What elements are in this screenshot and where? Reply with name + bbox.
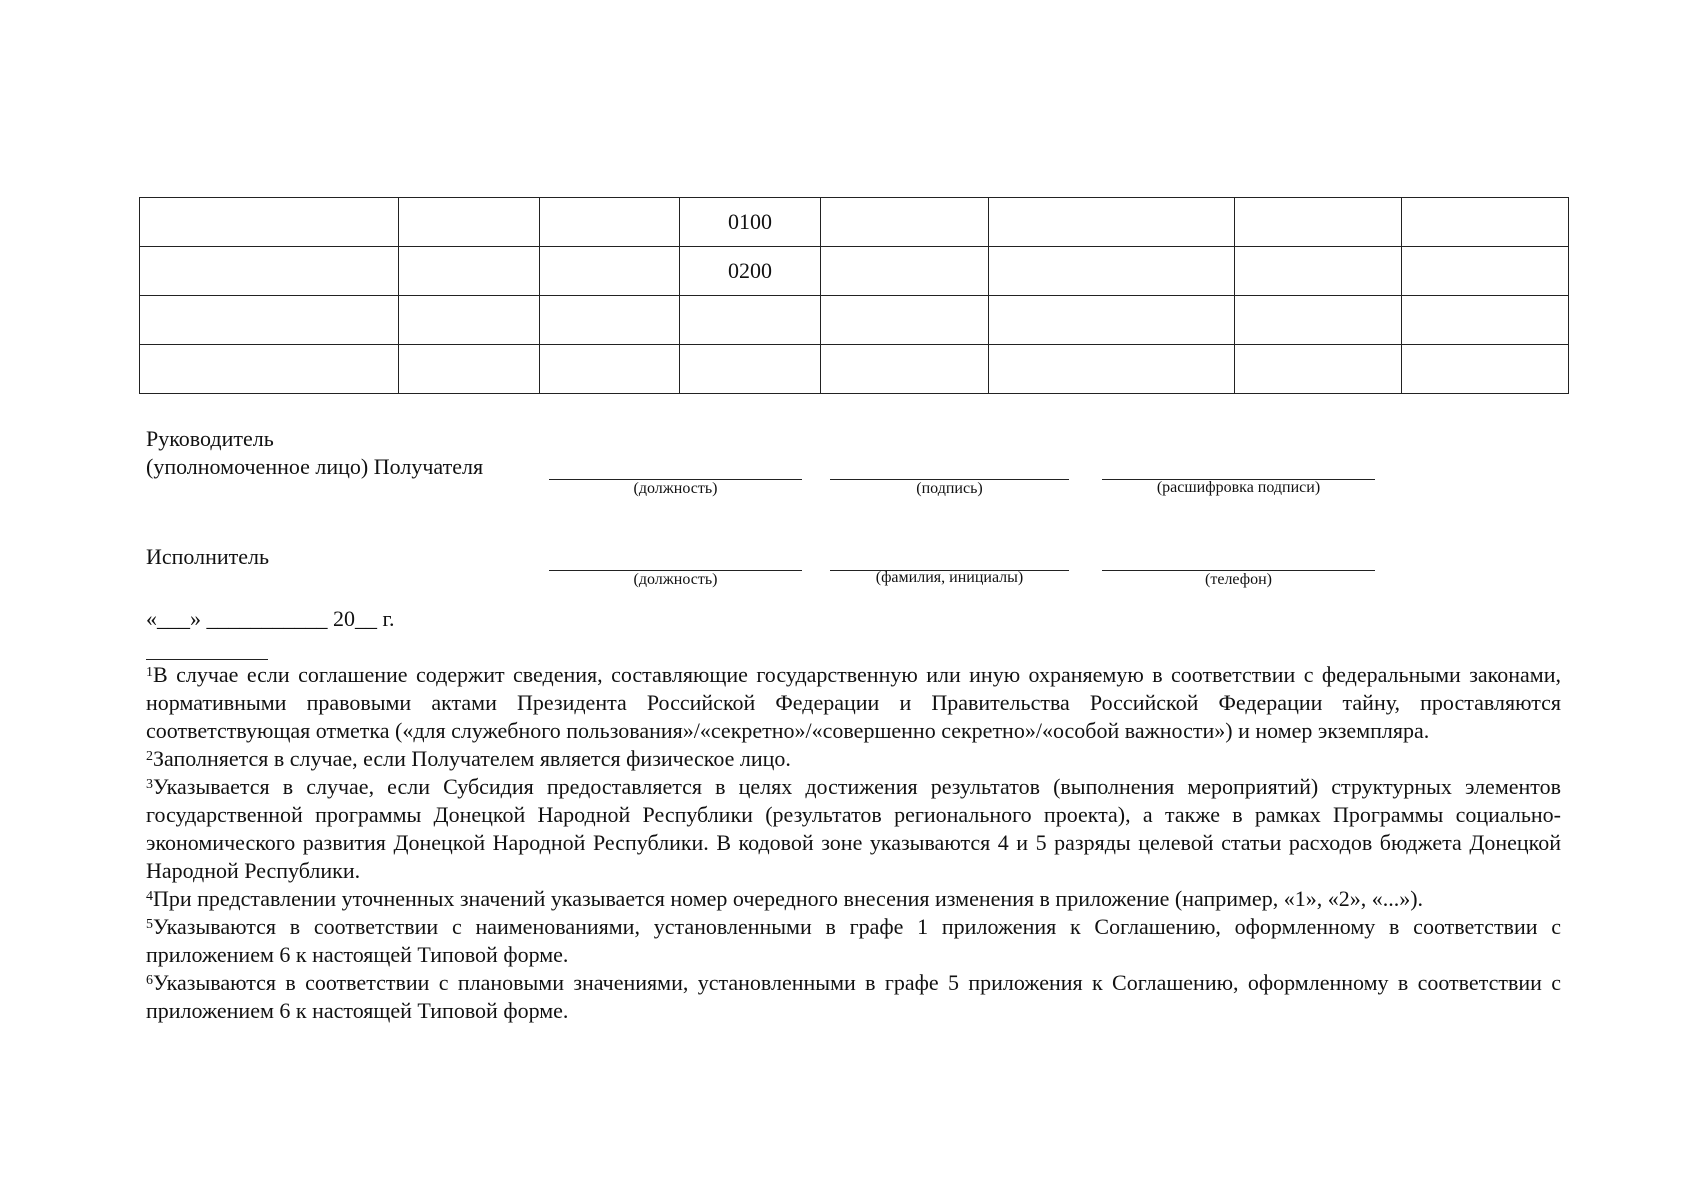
head-label-line1: Руководитель	[146, 426, 274, 451]
footnote-text: Заполняется в случае, если Получателем является физическое лицо.	[153, 746, 791, 771]
executor-label: Исполнитель	[146, 544, 270, 569]
table-cell	[399, 345, 540, 394]
date-line: «___» ___________ 20__ г.	[146, 606, 395, 631]
table-cell	[1235, 296, 1402, 345]
table-cell	[1402, 247, 1569, 296]
footnote-3	[146, 773, 1561, 885]
table-cell	[1235, 247, 1402, 296]
executor-position-caption: (должность)	[633, 571, 718, 588]
head-position-caption: (должность)	[633, 480, 718, 497]
head-name-caption: (расшифровка подписи)	[1156, 479, 1321, 496]
executor-phone-caption: (телефон)	[1205, 571, 1272, 588]
table-cell	[399, 247, 540, 296]
footnote-number: 1	[146, 664, 153, 680]
table-row	[140, 296, 1569, 345]
table-cell	[140, 296, 399, 345]
footnote-5	[146, 913, 1561, 969]
footnote-text: При представлении уточненных значений указывается номер очередного внесения изменения в приложение (например, «1», «2», «...»).	[153, 886, 1424, 911]
footnotes	[146, 661, 1561, 1025]
table-cell-code: 0200	[680, 247, 821, 296]
footnote-separator	[146, 659, 268, 660]
table-cell	[540, 198, 680, 247]
table-cell	[821, 198, 989, 247]
table-cell	[1235, 345, 1402, 394]
table-cell	[1402, 345, 1569, 394]
table-row	[140, 345, 1569, 394]
footnote-number: 3	[146, 776, 153, 792]
table-cell	[989, 247, 1235, 296]
footnote-number: 2	[146, 748, 153, 764]
table-cell	[140, 345, 399, 394]
table-cell	[540, 247, 680, 296]
table-cell	[399, 296, 540, 345]
head-label-line2: (уполномоченное лицо) Получателя	[146, 454, 484, 479]
footnote-2	[146, 745, 1561, 773]
table-cell	[1235, 198, 1402, 247]
table-cell	[989, 296, 1235, 345]
table-cell	[1402, 296, 1569, 345]
footnote-4	[146, 885, 1561, 913]
table-cell	[1402, 198, 1569, 247]
table-cell	[140, 198, 399, 247]
footnote-number: 4	[146, 888, 153, 904]
table-cell	[989, 345, 1235, 394]
table-row	[140, 247, 1569, 296]
table-cell	[989, 198, 1235, 247]
table-cell	[399, 198, 540, 247]
footnote-1	[146, 661, 1561, 745]
footnote-text: Указываются в соответствии с наименованиями, установленными в графе 1 приложения к Соглашению, оформленному в соответствии с приложением 6 к настоящей Типовой форме.	[146, 914, 1561, 967]
table-cell-code: 0100	[680, 198, 821, 247]
table-cell	[140, 247, 399, 296]
executor-name-caption: (фамилия, инициалы)	[875, 569, 1024, 586]
table-cell	[821, 345, 989, 394]
footnote-text: Указывается в случае, если Субсидия предоставляется в целях достижения результатов (выполнения мероприятий) структурных элементов государственной программы Донецкой Народной Республики (результатов регионального проекта), а также в рамках Программы социально-экономического развития Донецкой Народной Республики. В кодовой зоне указываются 4 и 5 разряды целевой статьи расходов бюджета Донецкой Народной Республики.	[146, 774, 1561, 883]
table-cell	[680, 345, 821, 394]
footnote-number: 5	[146, 916, 153, 932]
table-cell	[540, 296, 680, 345]
head-signature-caption: (подпись)	[916, 480, 983, 497]
footnote-text: Указываются в соответствии с плановыми значениями, установленными в графе 5 приложения к Соглашению, оформленному в соответствии с приложением 6 к настоящей Типовой форме.	[146, 970, 1561, 1023]
table-cell	[540, 345, 680, 394]
footnote-text: В случае если соглашение содержит сведения, составляющие государственную или иную охраняемую в соответствии с федеральными законами, нормативными правовыми актами Президента Российской Федерации и Правительства Российской Федерации тайну, проставляются соответствующая отметка («для служебного пользования»/«секретно»/«совершенно секретно»/«особой важности») и номер экземпляра.	[146, 662, 1561, 743]
table-cell	[821, 296, 989, 345]
footnote-number: 6	[146, 972, 153, 988]
footnote-6	[146, 969, 1561, 1025]
table-row	[140, 198, 1569, 247]
table-cell	[680, 296, 821, 345]
data-table	[139, 197, 1569, 394]
table-cell	[821, 247, 989, 296]
